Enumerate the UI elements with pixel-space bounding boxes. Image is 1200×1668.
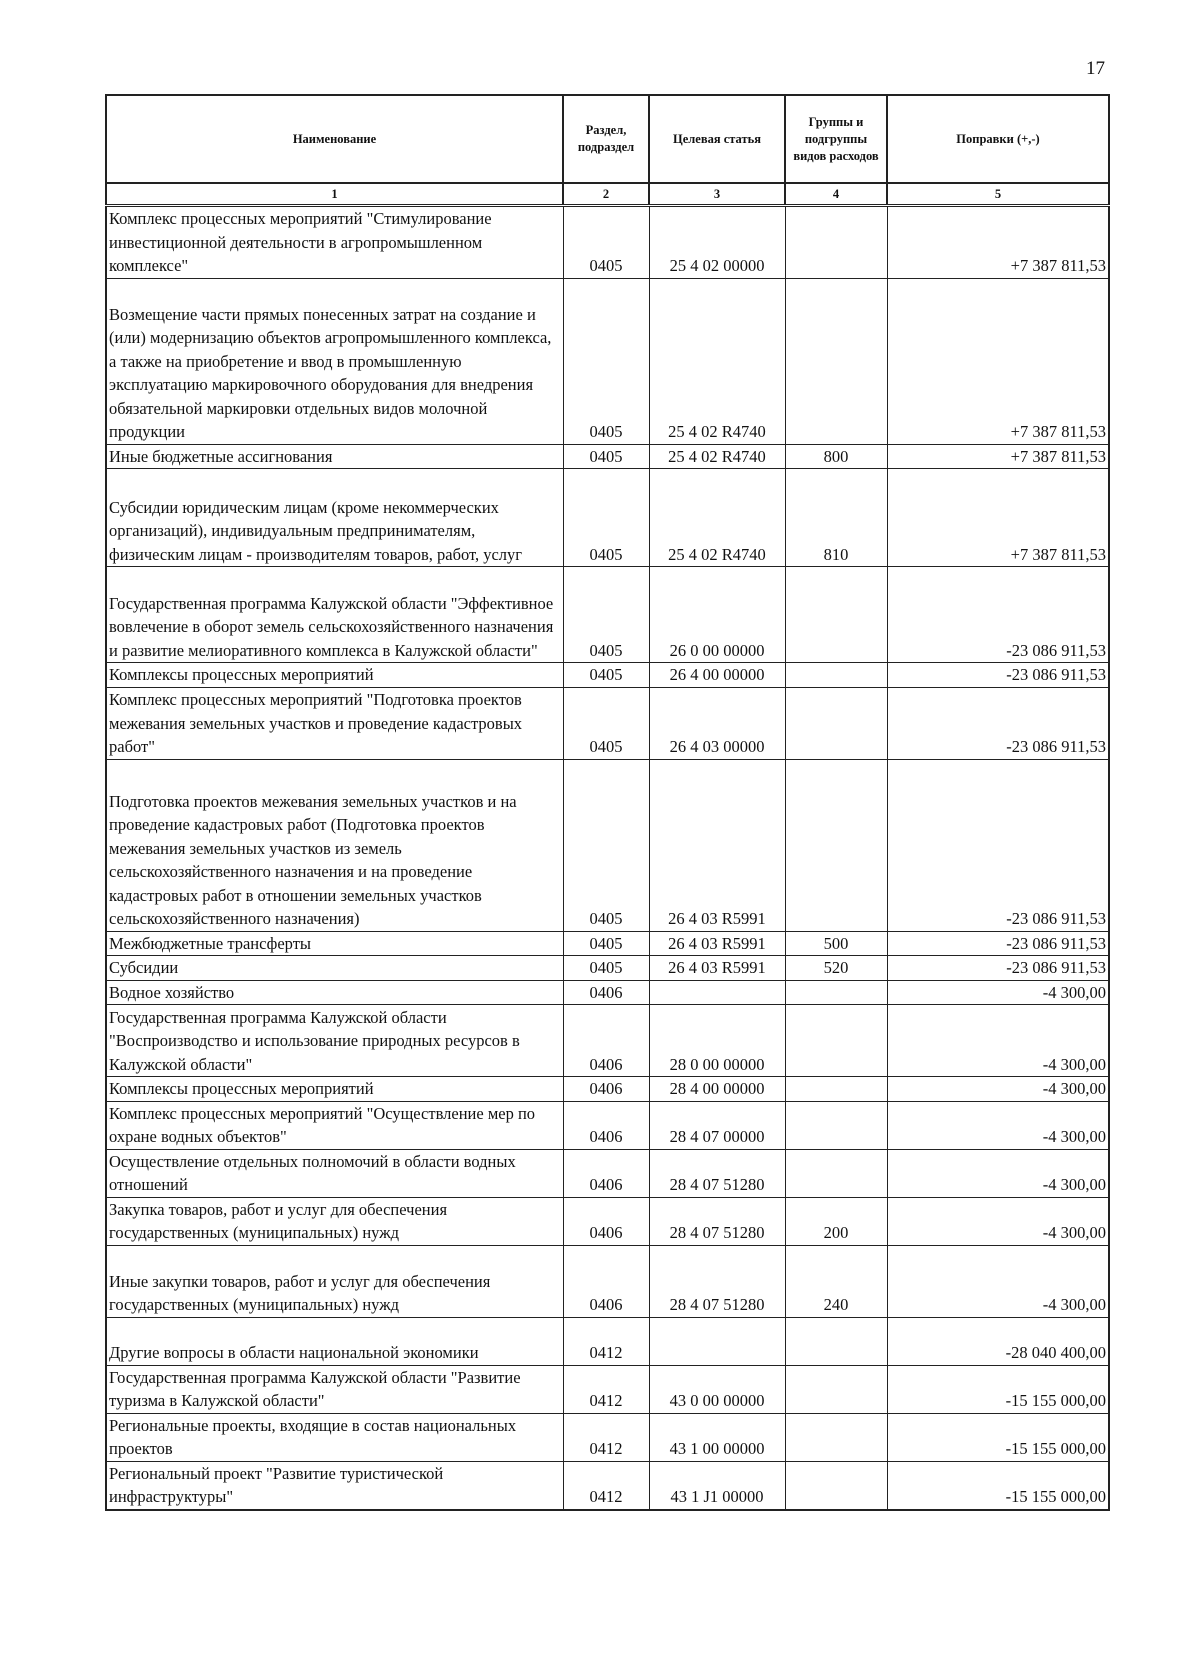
row-name: Государственная программа Калужской области "Воспроизводство и использование природных ресурсов в Калужской области" [106, 1005, 563, 1077]
row-expense-group [785, 687, 887, 759]
header-amendments: Поправки (+,-) [887, 95, 1109, 183]
row-expense-group: 500 [785, 931, 887, 956]
row-section: 0405 [563, 931, 649, 956]
row-target-article: 25 4 02 00000 [649, 206, 785, 279]
row-expense-group [785, 206, 887, 279]
header-target-article: Целевая статья [649, 95, 785, 183]
row-section: 0406 [563, 1245, 649, 1317]
row-section: 0412 [563, 1461, 649, 1510]
row-section: 0405 [563, 759, 649, 931]
row-expense-group: 800 [785, 444, 887, 469]
row-section: 0405 [563, 567, 649, 663]
table-row [106, 469, 1109, 567]
row-name: Возмещение части прямых понесенных затрат на создание и (или) модернизацию объектов агропромышленного комплекса, а также на приобретение и ввод в промышленную эксплуатацию маркировочного оборудования для внедрения обязательной маркировки отдельных видов молочной продукции [106, 278, 563, 444]
header-section: Раздел, подраздел [563, 95, 649, 183]
row-amount: -23 086 911,53 [887, 956, 1109, 981]
row-amount: -4 300,00 [887, 1245, 1109, 1317]
row-name: Комплексы процессных мероприятий [106, 663, 563, 688]
column-number: 3 [649, 183, 785, 206]
table-header-row [106, 95, 1109, 183]
table-row [106, 1365, 1109, 1413]
row-section: 0405 [563, 444, 649, 469]
row-name: Региональный проект "Развитие туристической инфраструктуры" [106, 1461, 563, 1510]
row-name: Осуществление отдельных полномочий в области водных отношений [106, 1149, 563, 1197]
row-name: Государственная программа Калужской области "Эффективное вовлечение в оборот земель сельскохозяйственного назначения и развитие мелиоративного комплекса в Калужской области" [106, 567, 563, 663]
table-row [106, 687, 1109, 759]
row-target-article [649, 1317, 785, 1365]
table-row [106, 663, 1109, 688]
row-name: Комплекс процессных мероприятий "Стимулирование инвестиционной деятельности в агропромышленном комплексе" [106, 206, 563, 279]
table-row [106, 1317, 1109, 1365]
table-row [106, 980, 1109, 1005]
row-target-article: 26 4 00 00000 [649, 663, 785, 688]
row-name: Водное хозяйство [106, 980, 563, 1005]
row-expense-group: 240 [785, 1245, 887, 1317]
row-expense-group [785, 1005, 887, 1077]
row-amount: -28 040 400,00 [887, 1317, 1109, 1365]
row-target-article: 25 4 02 R4740 [649, 278, 785, 444]
row-expense-group [785, 1461, 887, 1510]
row-target-article: 26 4 03 R5991 [649, 956, 785, 981]
table-row [106, 931, 1109, 956]
row-name: Иные закупки товаров, работ и услуг для обеспечения государственных (муниципальных) нужд [106, 1245, 563, 1317]
row-section: 0405 [563, 687, 649, 759]
row-name: Государственная программа Калужской области "Развитие туризма в Калужской области" [106, 1365, 563, 1413]
row-expense-group [785, 663, 887, 688]
row-name: Комплексы процессных мероприятий [106, 1077, 563, 1102]
table-row [106, 956, 1109, 981]
row-amount: -15 155 000,00 [887, 1413, 1109, 1461]
row-section: 0406 [563, 1005, 649, 1077]
row-amount: -23 086 911,53 [887, 931, 1109, 956]
row-amount: -4 300,00 [887, 1149, 1109, 1197]
row-target-article: 28 4 07 00000 [649, 1101, 785, 1149]
row-target-article: 26 4 03 R5991 [649, 759, 785, 931]
table-row [106, 206, 1109, 279]
row-target-article: 26 4 03 R5991 [649, 931, 785, 956]
row-section: 0412 [563, 1365, 649, 1413]
table-row [106, 567, 1109, 663]
row-amount: -23 086 911,53 [887, 663, 1109, 688]
row-amount: +7 387 811,53 [887, 278, 1109, 444]
table-row [106, 444, 1109, 469]
row-name: Комплекс процессных мероприятий "Осуществление мер по охране водных объектов" [106, 1101, 563, 1149]
column-number-row [106, 183, 1109, 206]
row-section: 0406 [563, 980, 649, 1005]
row-amount: -23 086 911,53 [887, 567, 1109, 663]
row-section: 0405 [563, 956, 649, 981]
column-number: 5 [887, 183, 1109, 206]
row-expense-group [785, 1149, 887, 1197]
row-target-article: 43 1 J1 00000 [649, 1461, 785, 1510]
table-row [106, 1149, 1109, 1197]
row-amount: -4 300,00 [887, 1197, 1109, 1245]
table-row [106, 1245, 1109, 1317]
row-amount: +7 387 811,53 [887, 206, 1109, 279]
table-row [106, 278, 1109, 444]
row-expense-group [785, 1413, 887, 1461]
row-name: Субсидии юридическим лицам (кроме некоммерческих организаций), индивидуальным предпринимателям, физическим лицам - производителям товаров, работ, услуг [106, 469, 563, 567]
column-number: 2 [563, 183, 649, 206]
table-row [106, 1461, 1109, 1510]
row-target-article: 28 4 07 51280 [649, 1149, 785, 1197]
row-target-article: 25 4 02 R4740 [649, 469, 785, 567]
budget-amendments-table [105, 94, 1110, 1511]
row-expense-group [785, 1317, 887, 1365]
row-target-article: 43 1 00 00000 [649, 1413, 785, 1461]
row-target-article: 25 4 02 R4740 [649, 444, 785, 469]
row-name: Другие вопросы в области национальной экономики [106, 1317, 563, 1365]
row-expense-group: 810 [785, 469, 887, 567]
row-target-article: 26 4 03 00000 [649, 687, 785, 759]
row-section: 0405 [563, 469, 649, 567]
column-number: 4 [785, 183, 887, 206]
row-expense-group: 520 [785, 956, 887, 981]
table-row [106, 759, 1109, 931]
row-section: 0406 [563, 1077, 649, 1102]
row-amount: -15 155 000,00 [887, 1461, 1109, 1510]
column-number: 1 [106, 183, 563, 206]
row-section: 0405 [563, 663, 649, 688]
row-section: 0412 [563, 1317, 649, 1365]
row-name: Межбюджетные трансферты [106, 931, 563, 956]
row-name: Субсидии [106, 956, 563, 981]
row-amount: -4 300,00 [887, 1005, 1109, 1077]
row-amount: -15 155 000,00 [887, 1365, 1109, 1413]
row-expense-group: 200 [785, 1197, 887, 1245]
row-amount: -23 086 911,53 [887, 687, 1109, 759]
row-expense-group [785, 980, 887, 1005]
row-section: 0406 [563, 1149, 649, 1197]
row-target-article: 26 0 00 00000 [649, 567, 785, 663]
row-amount: -23 086 911,53 [887, 759, 1109, 931]
row-name: Региональные проекты, входящие в состав национальных проектов [106, 1413, 563, 1461]
header-name: Наименование [106, 95, 563, 183]
table-row [106, 1101, 1109, 1149]
row-expense-group [785, 1101, 887, 1149]
row-target-article: 28 4 07 51280 [649, 1197, 785, 1245]
row-name: Закупка товаров, работ и услуг для обеспечения государственных (муниципальных) нужд [106, 1197, 563, 1245]
page-number: 17 [1086, 58, 1105, 79]
row-target-article: 28 0 00 00000 [649, 1005, 785, 1077]
row-target-article: 28 4 00 00000 [649, 1077, 785, 1102]
row-target-article: 43 0 00 00000 [649, 1365, 785, 1413]
header-expense-group: Группы и подгруппы видов расходов [785, 95, 887, 183]
row-expense-group [785, 567, 887, 663]
row-section: 0412 [563, 1413, 649, 1461]
table-row [106, 1197, 1109, 1245]
table-row [106, 1005, 1109, 1077]
row-name: Иные бюджетные ассигнования [106, 444, 563, 469]
row-target-article: 28 4 07 51280 [649, 1245, 785, 1317]
row-amount: +7 387 811,53 [887, 444, 1109, 469]
row-amount: -4 300,00 [887, 1101, 1109, 1149]
row-section: 0405 [563, 206, 649, 279]
row-name: Комплекс процессных мероприятий "Подготовка проектов межевания земельных участков и проведение кадастровых работ" [106, 687, 563, 759]
row-expense-group [785, 278, 887, 444]
row-expense-group [785, 1077, 887, 1102]
row-amount: -4 300,00 [887, 980, 1109, 1005]
row-target-article [649, 980, 785, 1005]
row-amount: +7 387 811,53 [887, 469, 1109, 567]
table-row [106, 1077, 1109, 1102]
table-row [106, 1413, 1109, 1461]
row-name: Подготовка проектов межевания земельных участков и на проведение кадастровых работ (Подготовка проектов межевания земельных участков из земель сельскохозяйственного назначения и на проведение кадастровых работ в отношении земельных участков сельскохозяйственного назначения) [106, 759, 563, 931]
row-expense-group [785, 759, 887, 931]
row-section: 0406 [563, 1101, 649, 1149]
row-section: 0405 [563, 278, 649, 444]
row-expense-group [785, 1365, 887, 1413]
row-section: 0406 [563, 1197, 649, 1245]
row-amount: -4 300,00 [887, 1077, 1109, 1102]
